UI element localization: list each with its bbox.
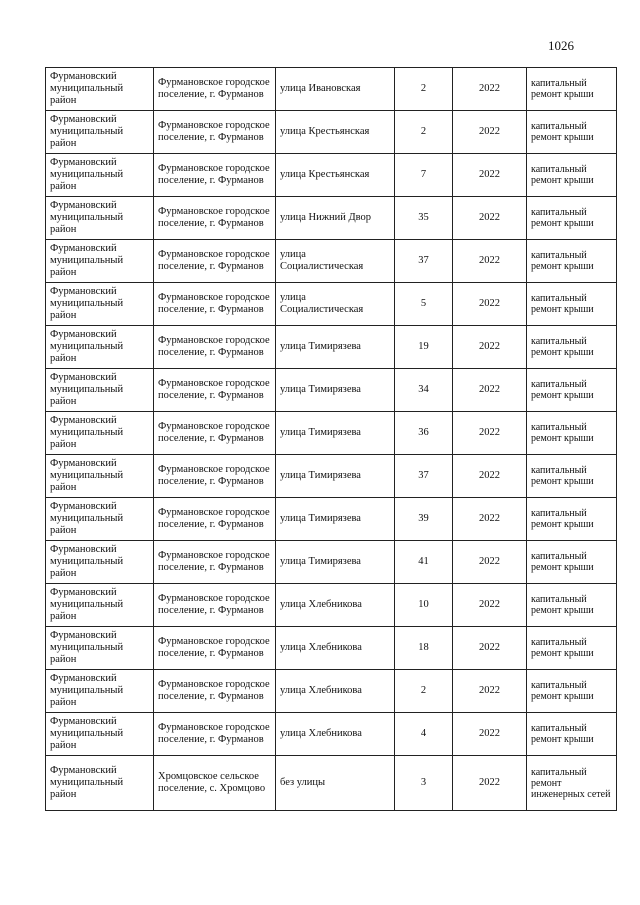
work-type-cell: капитальный ремонт крыши [527, 412, 617, 455]
year-cell: 2022 [453, 111, 527, 154]
work-type-cell: капитальный ремонт крыши [527, 240, 617, 283]
table-body [46, 68, 617, 811]
house-number-cell: 2 [395, 111, 453, 154]
house-number-cell: 34 [395, 369, 453, 412]
page-number: 1026 [548, 38, 574, 53]
year-cell: 2022 [453, 670, 527, 713]
house-number-cell: 2 [395, 68, 453, 111]
work-type-cell: капитальный ремонт крыши [527, 111, 617, 154]
table-row [46, 154, 617, 197]
district-cell: Фурмановский муниципальный район [46, 412, 154, 455]
street-cell: улица Социалистическая [276, 283, 395, 326]
work-type-cell: капитальный ремонт крыши [527, 584, 617, 627]
settlement-cell: Фурмановское городское поселение, г. Фурманов [154, 111, 276, 154]
district-cell: Фурмановский муниципальный район [46, 154, 154, 197]
work-type-cell: капитальный ремонт инженерных сетей [527, 756, 617, 811]
district-cell: Фурмановский муниципальный район [46, 283, 154, 326]
street-cell: улица Ивановская [276, 68, 395, 111]
year-cell: 2022 [453, 197, 527, 240]
settlement-cell: Фурмановское городское поселение, г. Фурманов [154, 68, 276, 111]
year-cell: 2022 [453, 154, 527, 197]
house-number-cell: 36 [395, 412, 453, 455]
district-cell: Фурмановский муниципальный район [46, 455, 154, 498]
settlement-cell: Фурмановское городское поселение, г. Фурманов [154, 240, 276, 283]
work-type-cell: капитальный ремонт крыши [527, 670, 617, 713]
work-type-cell: капитальный ремонт крыши [527, 197, 617, 240]
work-type-cell: капитальный ремонт крыши [527, 627, 617, 670]
work-type-cell: капитальный ремонт крыши [527, 326, 617, 369]
street-cell: улица Тимирязева [276, 541, 395, 584]
work-type-cell: капитальный ремонт крыши [527, 68, 617, 111]
district-cell: Фурмановский муниципальный район [46, 111, 154, 154]
street-cell: улица Хлебникова [276, 713, 395, 756]
year-cell: 2022 [453, 713, 527, 756]
year-cell: 2022 [453, 412, 527, 455]
year-cell: 2022 [453, 240, 527, 283]
street-cell: улица Хлебникова [276, 670, 395, 713]
year-cell: 2022 [453, 283, 527, 326]
year-cell: 2022 [453, 584, 527, 627]
table-row [46, 670, 617, 713]
settlement-cell: Фурмановское городское поселение, г. Фурманов [154, 154, 276, 197]
house-number-cell: 37 [395, 455, 453, 498]
year-cell: 2022 [453, 498, 527, 541]
district-cell: Фурмановский муниципальный район [46, 584, 154, 627]
table-row [46, 498, 617, 541]
district-cell: Фурмановский муниципальный район [46, 68, 154, 111]
street-cell: улица Крестьянская [276, 154, 395, 197]
house-number-cell: 35 [395, 197, 453, 240]
year-cell: 2022 [453, 627, 527, 670]
house-number-cell: 4 [395, 713, 453, 756]
work-type-cell: капитальный ремонт крыши [527, 713, 617, 756]
house-number-cell: 41 [395, 541, 453, 584]
work-type-cell: капитальный ремонт крыши [527, 498, 617, 541]
settlement-cell: Фурмановское городское поселение, г. Фурманов [154, 584, 276, 627]
year-cell: 2022 [453, 756, 527, 811]
district-cell: Фурмановский муниципальный район [46, 498, 154, 541]
street-cell: улица Социалистическая [276, 240, 395, 283]
district-cell: Фурмановский муниципальный район [46, 541, 154, 584]
street-cell: улица Хлебникова [276, 627, 395, 670]
settlement-cell: Фурмановское городское поселение, г. Фурманов [154, 498, 276, 541]
table-row [46, 240, 617, 283]
year-cell: 2022 [453, 326, 527, 369]
district-cell: Фурмановский муниципальный район [46, 240, 154, 283]
settlement-cell: Фурмановское городское поселение, г. Фурманов [154, 369, 276, 412]
settlement-cell: Фурмановское городское поселение, г. Фурманов [154, 197, 276, 240]
work-type-cell: капитальный ремонт крыши [527, 455, 617, 498]
table-row [46, 326, 617, 369]
year-cell: 2022 [453, 455, 527, 498]
house-number-cell: 2 [395, 670, 453, 713]
table-row [46, 197, 617, 240]
house-number-cell: 5 [395, 283, 453, 326]
work-type-cell: капитальный ремонт крыши [527, 541, 617, 584]
street-cell: улица Тимирязева [276, 455, 395, 498]
work-type-cell: капитальный ремонт крыши [527, 369, 617, 412]
settlement-cell: Фурмановское городское поселение, г. Фурманов [154, 670, 276, 713]
settlement-cell: Фурмановское городское поселение, г. Фурманов [154, 283, 276, 326]
table-row [46, 627, 617, 670]
street-cell: улица Тимирязева [276, 369, 395, 412]
district-cell: Фурмановский муниципальный район [46, 326, 154, 369]
street-cell: улица Нижний Двор [276, 197, 395, 240]
district-cell: Фурмановский муниципальный район [46, 197, 154, 240]
street-cell: улица Тимирязева [276, 326, 395, 369]
house-number-cell: 10 [395, 584, 453, 627]
year-cell: 2022 [453, 68, 527, 111]
table-row [46, 369, 617, 412]
year-cell: 2022 [453, 541, 527, 584]
table-row [46, 541, 617, 584]
work-type-cell: капитальный ремонт крыши [527, 283, 617, 326]
table-row [46, 584, 617, 627]
table-row [46, 756, 617, 811]
table-row [46, 283, 617, 326]
district-cell: Фурмановский муниципальный район [46, 756, 154, 811]
table-row [46, 68, 617, 111]
table-row [46, 713, 617, 756]
street-cell: улица Крестьянская [276, 111, 395, 154]
district-cell: Фурмановский муниципальный район [46, 670, 154, 713]
house-number-cell: 39 [395, 498, 453, 541]
house-number-cell: 7 [395, 154, 453, 197]
settlement-cell: Фурмановское городское поселение, г. Фурманов [154, 455, 276, 498]
house-number-cell: 18 [395, 627, 453, 670]
street-cell: улица Тимирязева [276, 498, 395, 541]
year-cell: 2022 [453, 369, 527, 412]
house-number-cell: 3 [395, 756, 453, 811]
house-number-cell: 37 [395, 240, 453, 283]
district-cell: Фурмановский муниципальный район [46, 627, 154, 670]
settlement-cell: Фурмановское городское поселение, г. Фурманов [154, 627, 276, 670]
table-row [46, 455, 617, 498]
street-cell: без улицы [276, 756, 395, 811]
table-row [46, 412, 617, 455]
district-cell: Фурмановский муниципальный район [46, 369, 154, 412]
work-type-cell: капитальный ремонт крыши [527, 154, 617, 197]
table-row [46, 111, 617, 154]
repair-registry-table [45, 67, 617, 811]
street-cell: улица Хлебникова [276, 584, 395, 627]
district-cell: Фурмановский муниципальный район [46, 713, 154, 756]
street-cell: улица Тимирязева [276, 412, 395, 455]
settlement-cell: Хромцовское сельское поселение, с. Хромцово [154, 756, 276, 811]
settlement-cell: Фурмановское городское поселение, г. Фурманов [154, 541, 276, 584]
house-number-cell: 19 [395, 326, 453, 369]
settlement-cell: Фурмановское городское поселение, г. Фурманов [154, 713, 276, 756]
settlement-cell: Фурмановское городское поселение, г. Фурманов [154, 326, 276, 369]
settlement-cell: Фурмановское городское поселение, г. Фурманов [154, 412, 276, 455]
